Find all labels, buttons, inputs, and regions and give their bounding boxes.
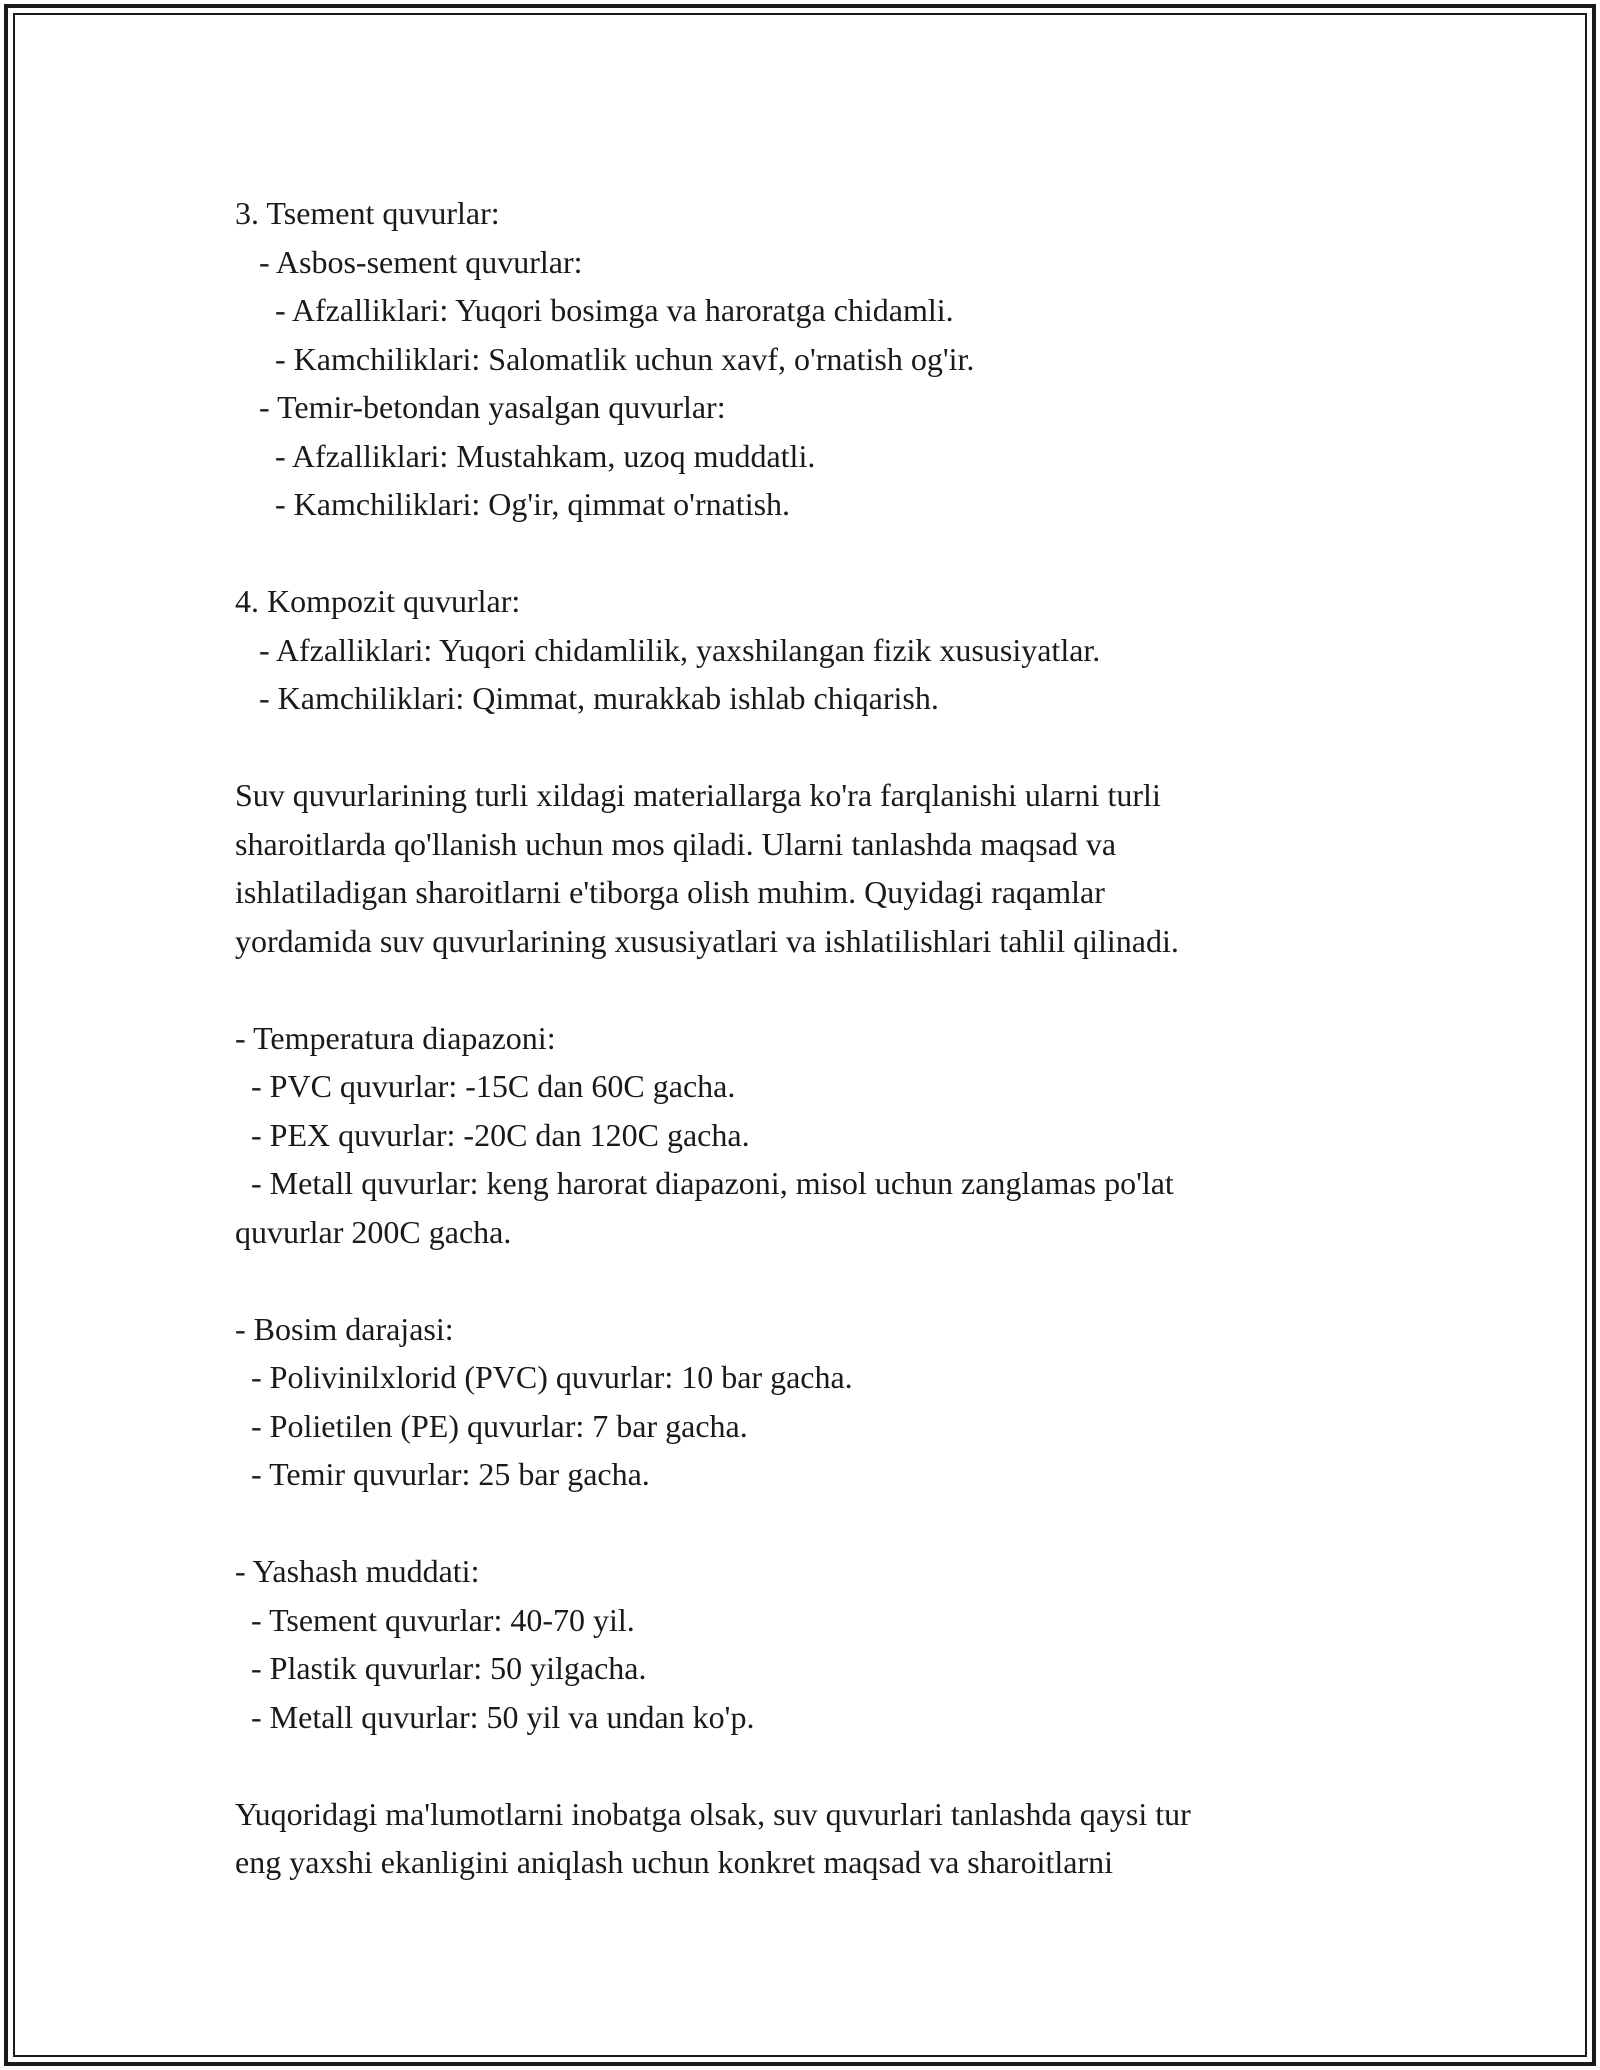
- text-line: - Asbos-sement quvurlar:: [235, 243, 583, 280]
- text-line: - Afzalliklari: Yuqori bosimga va haroratga chidamli.: [235, 292, 954, 328]
- text-line: - Bosim darajasi:: [235, 1310, 454, 1347]
- text-line: - PVC quvurlar: -15C dan 60C gacha.: [235, 1068, 736, 1104]
- text-line: - Afzalliklari: Mustahkam, uzoq muddatli.: [235, 437, 816, 474]
- text-line: Suv quvurlarining turli xildagi materiallarga ko'ra farqlanishi ularni turli: [235, 777, 1161, 813]
- text-line: - Afzalliklari: Yuqori chidamlilik, yaxshilangan fizik xususiyatlar.: [235, 631, 1101, 668]
- blank-line: [235, 965, 1375, 1014]
- text-line: - Tsement quvurlar: 40-70 yil.: [235, 1601, 635, 1638]
- blank-line: [235, 1741, 1375, 1790]
- text-line: - Metall quvurlar: 50 yil va undan ko'p.: [235, 1698, 755, 1735]
- text-line: - Polietilen (PE) quvurlar: 7 bar gacha.: [235, 1407, 748, 1444]
- text-line: - Kamchiliklari: Qimmat, murakkab ishlab chiqarish.: [235, 680, 939, 716]
- text-line: - Temperatura diapazoni:: [235, 1019, 556, 1056]
- blank-line: [235, 1499, 1375, 1548]
- text-line: - Kamchiliklari: Salomatlik uchun xavf, o'rnatish og'ir.: [235, 340, 975, 377]
- text-line: - Metall quvurlar: keng harorat diapazoni, misol uchun zanglamas po'lat: [235, 1165, 1174, 1201]
- text-line: yordamida suv quvurlarining xususiyatlari va ishlatilishlari tahlil qilinadi.: [235, 922, 1179, 959]
- blank-line: [235, 723, 1375, 772]
- text-line: - Polivinilxlorid (PVC) quvurlar: 10 bar gacha.: [235, 1359, 853, 1395]
- text-line: - Plastik quvurlar: 50 yilgacha.: [235, 1650, 647, 1686]
- text-line: quvurlar 200C gacha.: [235, 1213, 512, 1250]
- text-line: - Temir-betondan yasalgan quvurlar:: [235, 389, 726, 425]
- blank-line: [235, 1256, 1375, 1305]
- text-line: sharoitlarda qo'llanish uchun mos qiladi. Ularni tanlashda maqsad va: [235, 825, 1117, 862]
- text-line: Yuqoridagi ma'lumotlarni inobatga olsak, suv quvurlari tanlashda qaysi tur: [235, 1795, 1191, 1832]
- text-line: ishlatiladigan sharoitlarni e'tiborga olish muhim. Quyidagi raqamlar: [235, 874, 1105, 910]
- text-line: 3. Tsement quvurlar:: [235, 195, 500, 231]
- text-line: eng yaxshi ekanligini aniqlash uchun konkret maqsad va sharoitlarni: [235, 1844, 1113, 1880]
- text-line: - Yashash muddati:: [235, 1553, 480, 1589]
- text-line: - Kamchiliklari: Og'ir, qimmat o'rnatish.: [235, 486, 791, 522]
- blank-line: [235, 529, 1375, 578]
- document-body: [235, 189, 1375, 1887]
- text-line: 4. Kompozit quvurlar:: [235, 583, 521, 619]
- text-line: - Temir quvurlar: 25 bar gacha.: [235, 1456, 650, 1492]
- text-line: - PEX quvurlar: -20C dan 120C gacha.: [235, 1116, 750, 1153]
